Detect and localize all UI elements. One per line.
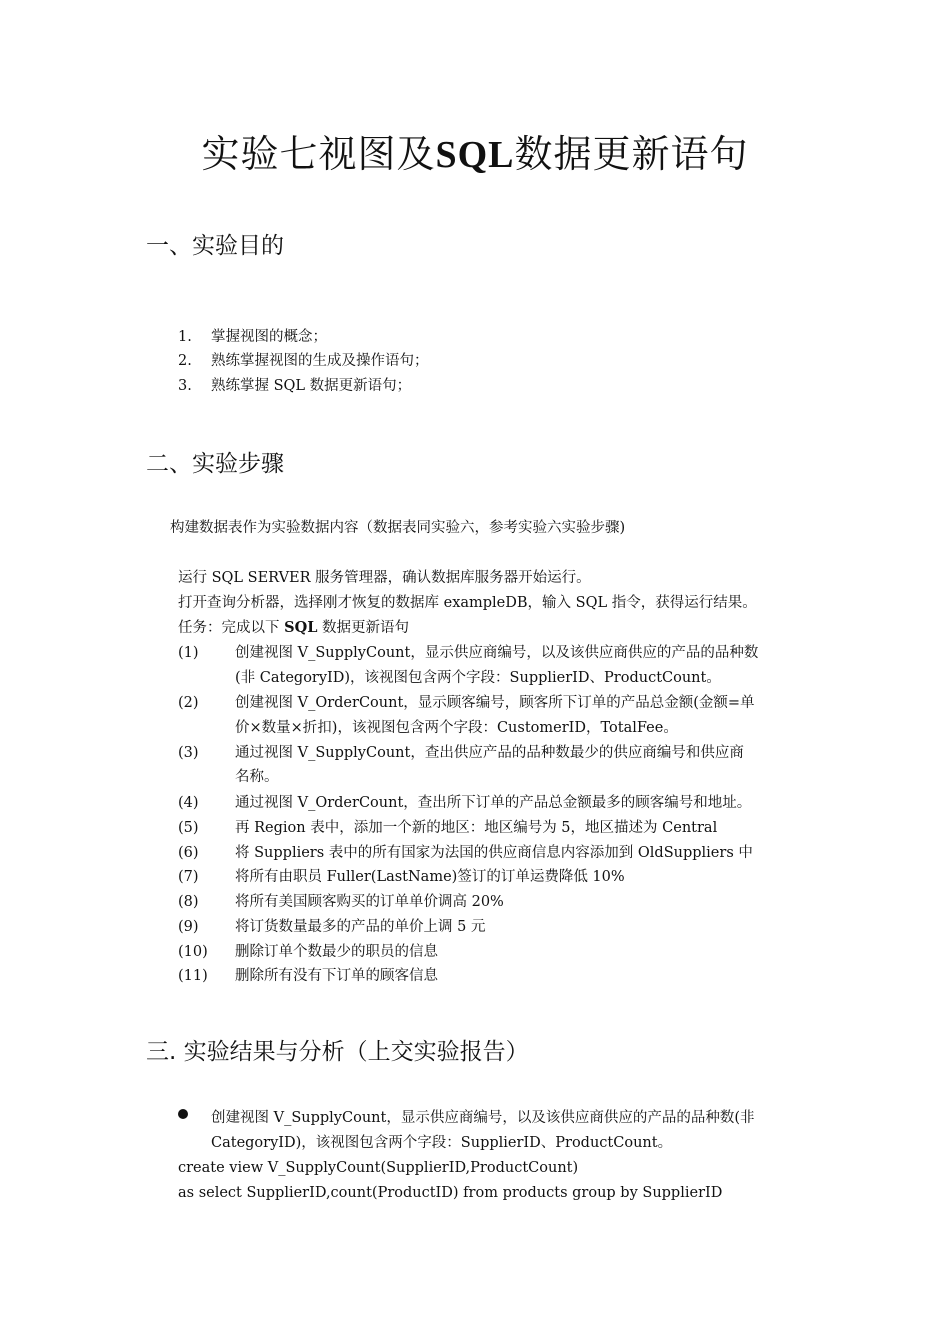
task-item: 将所有由职员 Fuller(LastName)签订的订单运费降低 10%	[235, 869, 625, 885]
section1-heading: 一、实验目的	[146, 233, 284, 259]
list-item: 熟练掌握 SQL 数据更新语句；	[211, 378, 412, 394]
task-number: (1)	[178, 645, 199, 661]
page-title	[0, 128, 950, 181]
step-line: 打开查询分析器，选择刚才恢复的数据库 exampleDB，输入 SQL 指令，获得运行结果。	[178, 595, 757, 611]
code-line: as select SupplierID,count(ProductID) from products group by SupplierID	[178, 1185, 723, 1201]
list-item-number: 1.	[178, 329, 192, 345]
code-line: create view V_SupplyCount(SupplierID,ProductCount)	[178, 1160, 579, 1176]
title-sql: SQL	[435, 134, 515, 176]
intro-paragraph: 构建数据表作为实验数据内容（数据表同实验六，参考实验六实验步骤)	[170, 520, 626, 536]
task-item: 通过视图 V_SupplyCount，查出供应产品的品种数最少的供应商编号和供应商	[235, 745, 744, 761]
result-item-cont: CategoryID)，该视图包含两个字段：SupplierID、ProductCount。	[211, 1135, 673, 1151]
task-post: 数据更新语句	[317, 620, 410, 636]
list-item: 掌握视图的概念；	[211, 329, 327, 345]
list-item-number: 3.	[178, 378, 192, 394]
step-line: 运行 SQL SERVER 服务管理器，确认数据库服务器开始运行。	[178, 570, 591, 586]
task-item: 将所有美国顾客购买的订单单价调高 20%	[235, 894, 504, 910]
task-number: (7)	[178, 869, 199, 885]
task-number: (2)	[178, 695, 199, 711]
title-post: 数据更新语句	[514, 132, 749, 176]
task-number: (11)	[178, 968, 208, 984]
task-item: 再 Region 表中，添加一个新的地区：地区编号为 5，地区描述为 Central	[235, 820, 718, 836]
task-item-cont: 价×数量×折扣)，该视图包含两个字段：CustomerID，TotalFee。	[235, 720, 678, 736]
result-item: 创建视图 V_SupplyCount，显示供应商编号，以及该供应商供应的产品的品种数(非	[211, 1110, 755, 1126]
task-sql: SQL	[284, 619, 318, 636]
bullet-dot	[178, 1109, 188, 1119]
section2-heading: 二、实验步骤	[146, 451, 284, 477]
task-item: 将订货数量最多的产品的单价上调 5 元	[235, 919, 486, 935]
task-pre: 任务：完成以下	[178, 620, 285, 636]
task-item: 创建视图 V_OrderCount，显示顾客编号，顾客所下订单的产品总金额(金额=单	[235, 695, 755, 711]
task-item: 通过视图 V_OrderCount，查出所下订单的产品总金额最多的顾客编号和地址。	[235, 795, 752, 811]
task-item: 创建视图 V_SupplyCount，显示供应商编号，以及该供应商供应的产品的品种数	[235, 645, 759, 661]
task-number: (8)	[178, 894, 199, 910]
task-number: (3)	[178, 745, 199, 761]
task-number: (9)	[178, 919, 199, 935]
task-item-cont: (非 CategoryID)，该视图包含两个字段：SupplierID、ProductCount。	[235, 670, 721, 686]
task-heading	[178, 618, 409, 638]
section3-heading: 三. 实验结果与分析（上交实验报告）	[146, 1039, 529, 1065]
task-item: 将 Suppliers 表中的所有国家为法国的供应商信息内容添加到 OldSuppliers 中	[235, 845, 753, 861]
task-number: (6)	[178, 845, 199, 861]
list-item-number: 2.	[178, 353, 192, 369]
task-number: (10)	[178, 944, 208, 960]
list-item: 熟练掌握视图的生成及操作语句；	[211, 353, 429, 369]
task-item: 删除订单个数最少的职员的信息	[235, 944, 438, 960]
title-pre: 实验七视图及	[201, 132, 436, 176]
task-number: (4)	[178, 795, 199, 811]
task-number: (5)	[178, 820, 199, 836]
task-item-cont: 名称。	[235, 769, 279, 785]
task-item: 删除所有没有下订单的顾客信息	[235, 968, 438, 984]
